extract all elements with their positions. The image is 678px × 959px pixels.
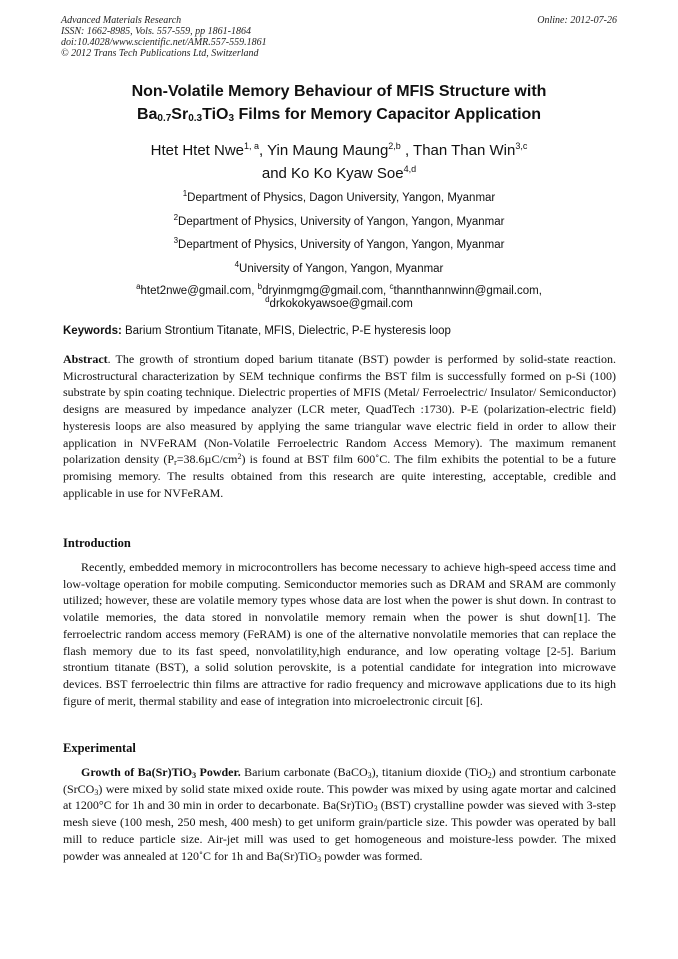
author-name: Htet Htet Nwe: [150, 142, 245, 159]
authors-line-1: Htet Htet Nwe$^{1, a}$, Yin Maung Maung$^{2,b}$ , Than Than Win$^{3,c}$: [150, 141, 528, 159]
keywords: [63, 324, 616, 338]
title-line-1: Non-Volatile Memory Behaviour of MFIS Structure with: [131, 83, 547, 100]
affiliation-item: $^4$University of Yangon, Yangon, Myanmar: [234, 259, 444, 275]
email-list: $^a$htet2nwe@gmail.com, $^b$dryinmgmg@gmail.com, $^c$thannthannwinn@gmail.com, $^d$drkokokyawsoe@gmail.com: [136, 282, 542, 310]
experimental-heading: Experimental: [63, 741, 136, 755]
issn-line: ISSN: 1662-8985, Vols. 557-559, pp 1861-1864: [61, 26, 251, 37]
email-link[interactable]: drkokokyawsoe@gmail.com: [269, 298, 413, 310]
abstract: Abstract. The growth of strontium doped barium titanate (BST) powder is performed by solid-state reaction. Microstructural characterization by SEM technique confirms the BST film is successfully formed on p-Si (100) substrate by spin coating technique. Dielectric properties of MFIS (Metal/ Ferroelectric/ Insulator/ Semiconductor) designs are measured by impedance analyzer (LCR meter, QuadTech :1730). P-E (polarization-electric field) hysteresis loops are also measured by applying the same triangular wave electric field in order to allow their application in NVFeRAM (Non-Volatile Ferroelectric Random Access Memory). The maximum remanent polarization density $(P_r=38.6\mu C/cm^2)$ is found at BST film 600˚C. The film exhibits the potential to be a future promising memory. The results obtained from this research are quite interesting, acceptable, credible and applicable in use for NVFeRAM.: [63, 352, 616, 500]
doi-line: doi:10.4028/www.scientific.net/AMR.557-559.1861: [61, 37, 267, 48]
email-link[interactable]: dryinmgmg@gmail.com,: [262, 285, 390, 297]
journal-header: [61, 15, 617, 59]
keywords-label: Keywords:: [63, 325, 122, 337]
author-name: , Yin Maung Maung: [259, 142, 389, 159]
email-link[interactable]: htet2nwe@gmail.com,: [140, 285, 258, 297]
introduction-body: Recently, embedded memory in microcontrollers has become necessary to achieve high-speed access time and low-voltage operation for mobile computing. Semiconductor memories such as DRAM and SRAM are commonly utilized; however, these are volatile memory types whose data are lost when the power is shut down. In contrast to volatile memories, the data stored in nonvolatile memory remain when the power is shut down[1]. The ferroelectric random access memory (FeRAM) is one of the alternative nonvolatile memories that can replace the flash memory due to its fast speed, nonvolatility,high endurance, and low operating voltage [2-5]. Barium strontium titanate (BST), a solid solution perovskite, is a potential candidate for integration into microwave devices. BST ferroelectric thin films are attractive for radio frequency and microwave applications due to its high figure of merit, thermal stability and ease of integration into microelectronic circuit [6].: [63, 560, 616, 708]
keywords-text: Barium Strontium Titanate, MFIS, Dielectric, P-E hysteresis loop: [121, 325, 451, 337]
authors-line-2: and Ko Ko Kyaw Soe$^{4,d}$: [261, 164, 417, 182]
abstract-label: Abstract: [63, 352, 108, 366]
author-list: [40, 139, 638, 185]
affiliation-item: $^1$Department of Physics, Dagon University, Yangon, Myanmar: [182, 189, 496, 204]
subsection-title: Growth of Ba(Sr)TiO$_3$ Powder.: [81, 765, 241, 780]
affiliation-item: $^2$Department of Physics, University of Yangon, Yangon, Myanmar: [173, 212, 505, 228]
online-date: Online: 2012-07-26: [537, 15, 617, 26]
email-link[interactable]: thannthannwinn@gmail.com,: [393, 285, 542, 297]
journal-name: Advanced Materials Research: [61, 15, 182, 26]
paper-title: [40, 80, 638, 126]
title-line-2: $Ba_{0.7}Sr_{0.3}TiO_3$ Films for Memory Capacitor Application: [136, 106, 542, 124]
copyright-line: © 2012 Trans Tech Publications Ltd, Switzerland: [61, 48, 259, 59]
author-name: , Than Than Win: [400, 142, 516, 159]
experimental-body: Growth of Ba(Sr)TiO$_3$ Powder. Barium carbonate (BaCO$_3$), titanium dioxide (TiO$_2$) and strontium carbonate (SrCO$_3$) were mixed by solid state mixed oxide route. This powder was mixed by using agate mortar and calcined at 1200°C for 1h and 30 min in order to decarbonate. Ba(Sr)TiO$_3$ (BST) crystalline powder was sieved with 3-step mesh sieve (100 mesh, 250 mesh, 400 mesh) to get uniform grain/particle size. This powder was operated by ball mill to reduce particle size. Air-jet mill was used to get homogeneous and moisture-less powder. The mixed powder was annealed at 120˚C for 1h and Ba(Sr)TiO$_3$ powder was formed.: [63, 765, 617, 864]
introduction-heading: Introduction: [63, 536, 131, 550]
author-name: and Ko Ko Kyaw Soe: [261, 165, 404, 182]
affiliation-item: $^3$Department of Physics, University of Yangon, Yangon, Myanmar: [173, 236, 505, 251]
affiliations: [40, 187, 638, 311]
